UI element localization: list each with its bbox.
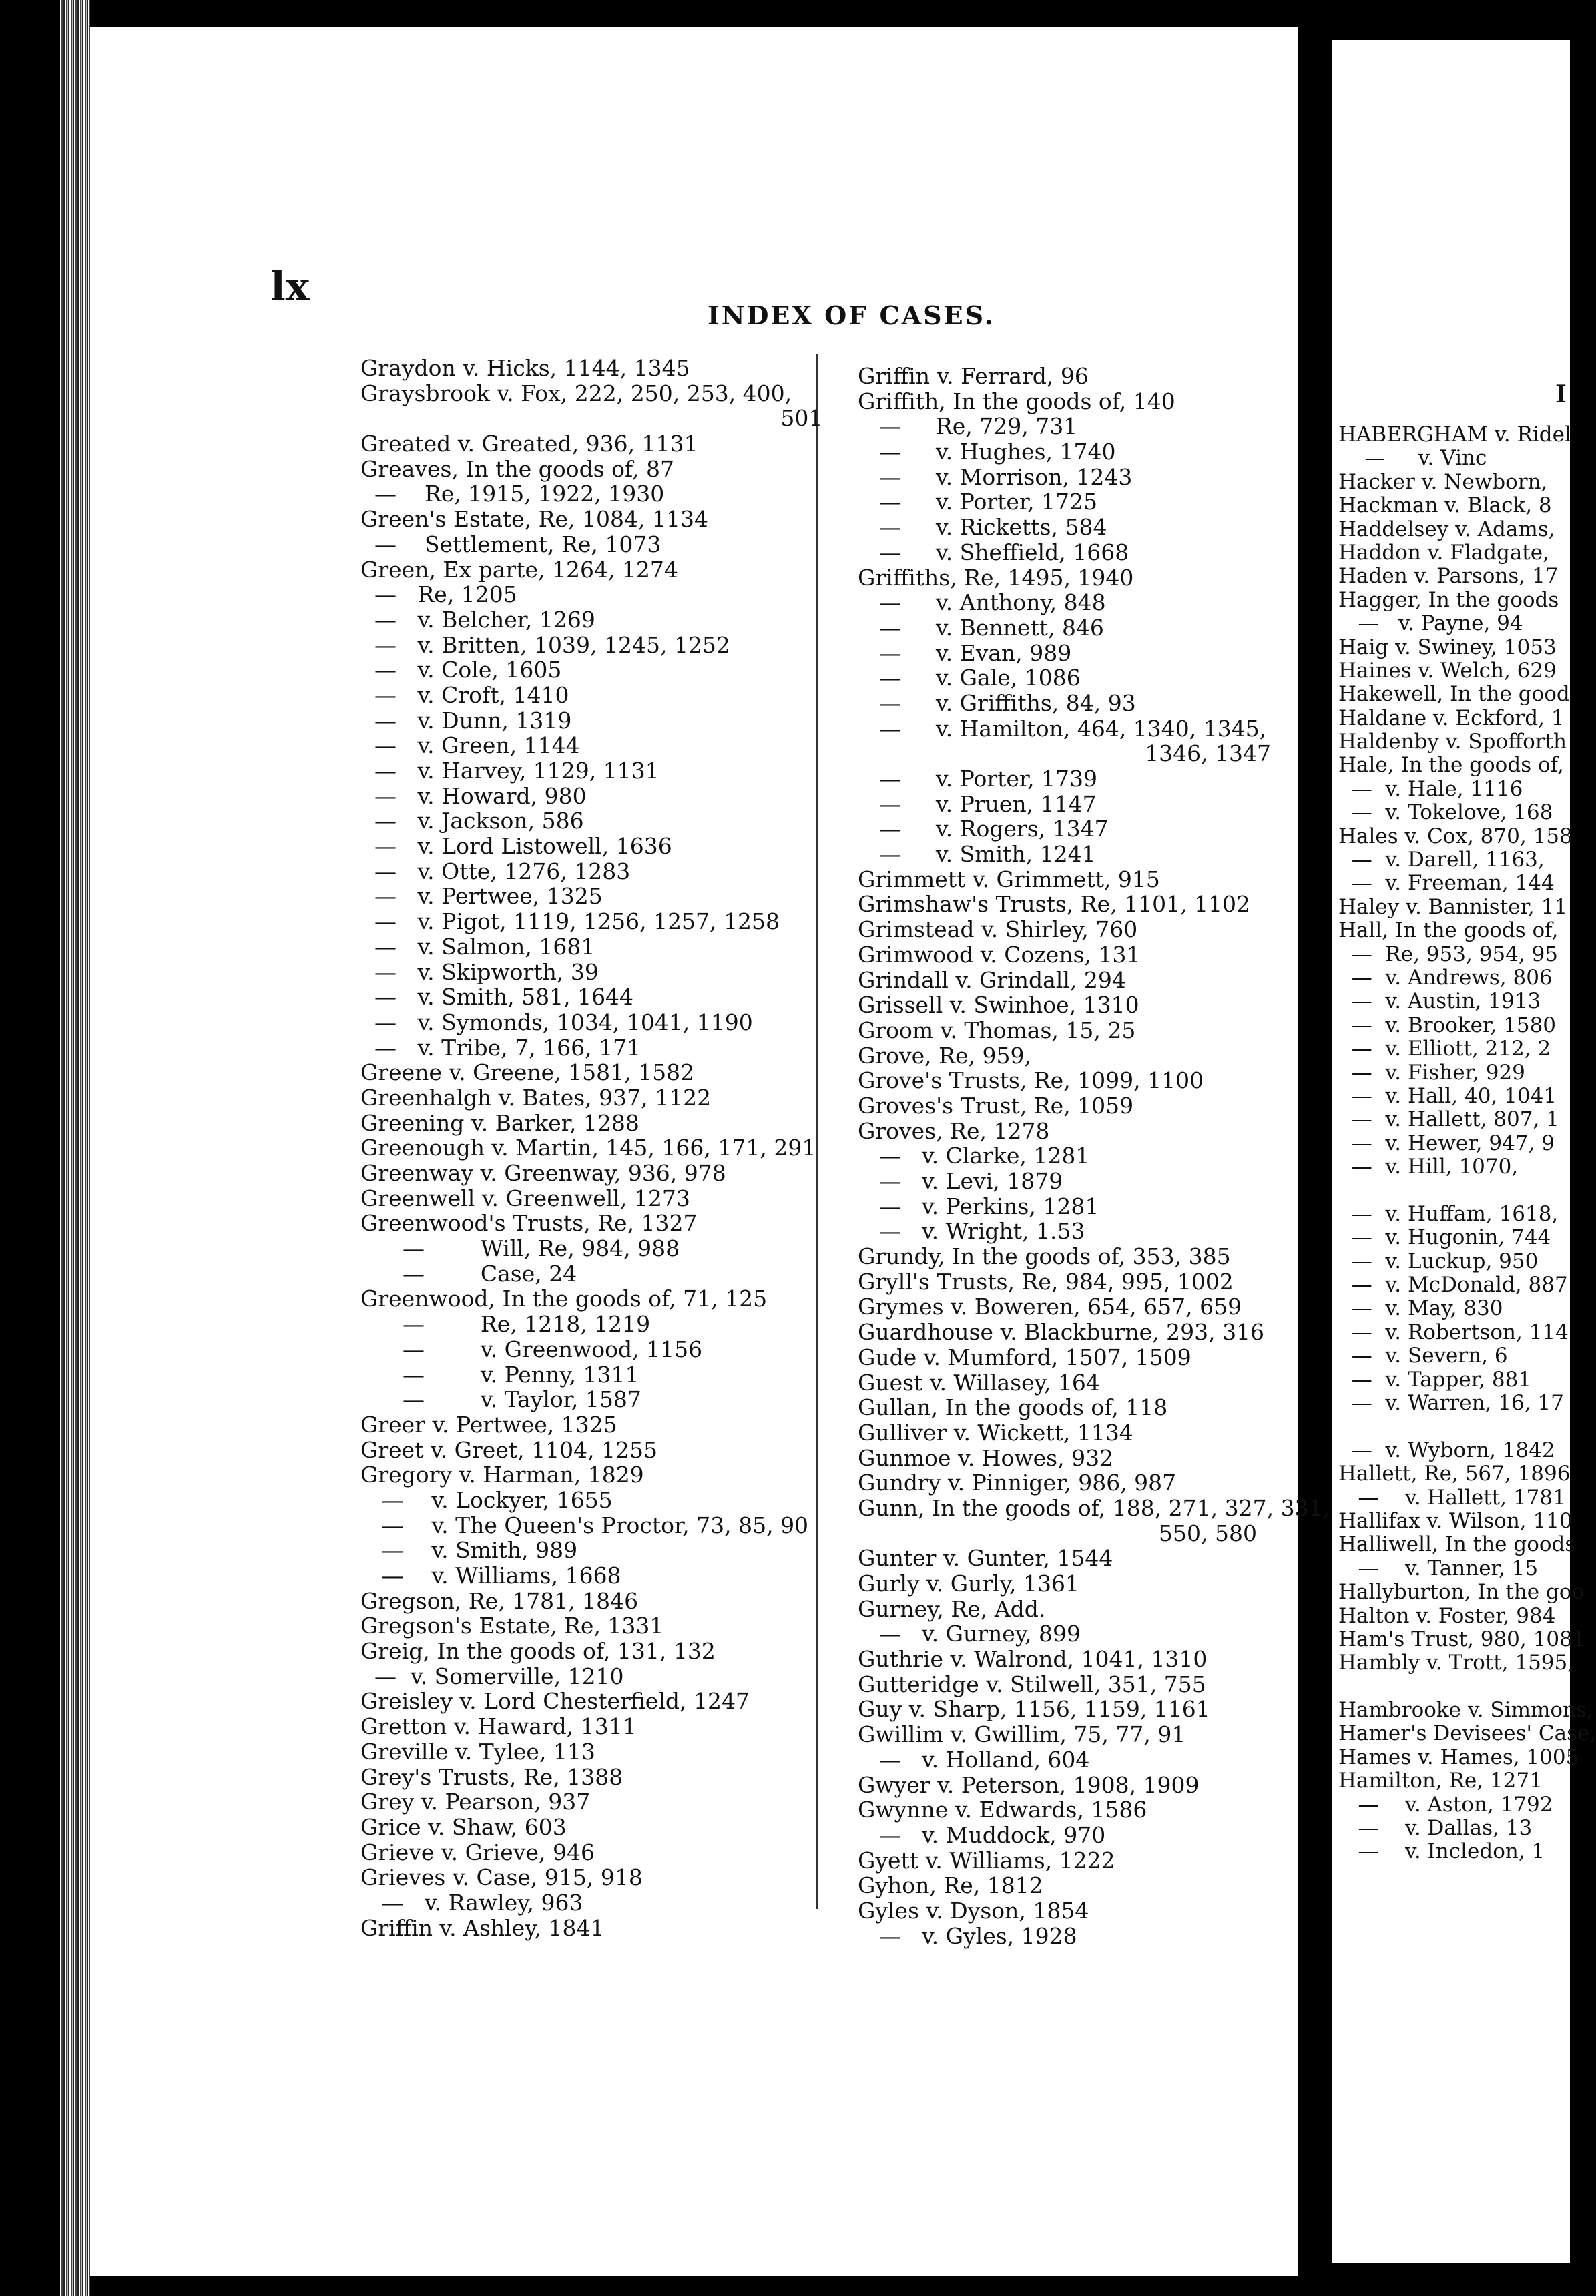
- index-entry: Griffin v. Ferrard, 96: [858, 363, 1089, 389]
- index-entry: Haden v. Parsons, 17: [1338, 564, 1559, 589]
- index-entry: Greenwell v. Greenwell, 1273: [360, 1185, 690, 1211]
- index-entry: — v. Smith, 1241: [858, 841, 1096, 868]
- index-entry: — v. Green, 1144: [360, 732, 580, 759]
- index-entry: — v. Austin, 1913: [1338, 989, 1541, 1014]
- index-entry: Hamilton, Re, 1271: [1338, 1769, 1543, 1793]
- index-entry: — v. Hallett, 807, 1: [1338, 1107, 1559, 1132]
- index-entry: Gulliver v. Wickett, 1134: [858, 1419, 1133, 1446]
- index-entry: Hames v. Hames, 1005: [1338, 1745, 1579, 1769]
- index-entry: Grissell v. Swinhoe, 1310: [858, 992, 1139, 1019]
- index-entry: — v. Elliott, 212, 2: [1338, 1037, 1551, 1061]
- index-entry: — v. Gyles, 1928: [858, 1922, 1077, 1949]
- index-entry: — v. Muddock, 970: [858, 1821, 1106, 1848]
- index-entry: — v. Skipworth, 39: [360, 958, 599, 985]
- index-entry: Haddon v. Fladgate,: [1338, 540, 1549, 565]
- index-entry: — v. Cole, 1605: [360, 657, 562, 683]
- index-entry: Guardhouse v. Blackburne, 293, 316: [858, 1319, 1265, 1346]
- index-entry: Gunter v. Gunter, 1544: [858, 1545, 1113, 1572]
- index-entry: Gurney, Re, Add.: [858, 1595, 1046, 1622]
- index-entry: — v. Morrison, 1243: [858, 463, 1133, 490]
- index-entry: Greet v. Greet, 1104, 1255: [360, 1436, 658, 1463]
- index-entry: — v. Wright, 1.53: [858, 1218, 1085, 1245]
- index-entry: Griffin v. Ashley, 1841: [360, 1914, 605, 1941]
- index-entry: 1346, 1347: [858, 740, 1272, 767]
- middle-index-column: [858, 364, 1330, 1948]
- page-number: lx: [270, 264, 310, 310]
- index-entry: Grimshaw's Trusts, Re, 1101, 1102: [858, 891, 1251, 918]
- index-entry: Halton v. Foster, 984: [1338, 1603, 1556, 1628]
- index-entry: — v. Sheffield, 1668: [858, 539, 1129, 565]
- index-entry: — Settlement, Re, 1073: [360, 531, 661, 557]
- index-entry: 550, 580: [858, 1520, 1258, 1546]
- index-entry: Gregson, Re, 1781, 1846: [360, 1587, 639, 1614]
- index-entry: Gunmoe v. Howes, 932: [858, 1444, 1114, 1471]
- index-entry: Groves's Trust, Re, 1059: [858, 1092, 1134, 1119]
- index-entry: Grymes v. Boweren, 654, 657, 659: [858, 1294, 1242, 1320]
- page-title: INDEX OF CASES.: [708, 300, 995, 330]
- index-entry: Guy v. Sharp, 1156, 1159, 1161: [858, 1696, 1210, 1723]
- index-entry: Greisley v. Lord Chesterfield, 1247: [360, 1688, 750, 1715]
- index-entry: Haldane v. Eckford, 1: [1338, 705, 1565, 730]
- index-entry: — v. Griffiths, 84, 93: [858, 689, 1136, 716]
- index-entry: — v. Anthony, 848: [858, 589, 1106, 616]
- index-entry: [1338, 1415, 1596, 1438]
- right-page-header: I: [1555, 380, 1567, 408]
- index-entry: — v. Holland, 604: [858, 1746, 1090, 1773]
- index-entry: — v. The Queen's Proctor, 73, 85, 90: [360, 1512, 809, 1538]
- index-entry: — v. Tanner, 15: [1338, 1556, 1539, 1581]
- index-entry: Greenwood, In the goods of, 71, 125: [360, 1285, 768, 1312]
- index-entry: Gryll's Trusts, Re, 984, 995, 1002: [858, 1268, 1234, 1295]
- index-entry: — v. Williams, 1668: [360, 1562, 621, 1589]
- index-entry: — v. Howard, 980: [360, 782, 587, 809]
- index-entry: — Re, 953, 954, 95: [1338, 942, 1559, 966]
- index-entry: — Will, Re, 984, 988: [360, 1235, 680, 1262]
- index-entry: Hallyburton, In the goo: [1338, 1580, 1585, 1605]
- index-entry: Grieve v. Grieve, 946: [360, 1839, 595, 1866]
- index-entry: — v. Taylor, 1587: [360, 1386, 641, 1413]
- index-entry: Grimstead v. Shirley, 760: [858, 916, 1138, 943]
- scan-left-margin: [0, 0, 60, 2296]
- index-entry: Grey v. Pearson, 937: [360, 1789, 591, 1815]
- index-entry: Green's Estate, Re, 1084, 1134: [360, 506, 708, 533]
- index-entry: — v. Porter, 1725: [858, 489, 1098, 515]
- index-entry: — v. Aston, 1792: [1338, 1792, 1553, 1817]
- index-entry: Hackman v. Black, 8: [1338, 493, 1552, 518]
- index-entry: Hacker v. Newborn,: [1338, 469, 1548, 494]
- index-entry: — v. Payne, 94: [1338, 611, 1523, 636]
- index-entry: HABERGHAM v. Ridel: [1338, 422, 1571, 447]
- index-entry: Gyhon, Re, 1812: [858, 1872, 1043, 1899]
- index-entry: — v. Freeman, 144: [1338, 871, 1555, 896]
- index-entry: Greenough v. Martin, 145, 166, 171, 291: [360, 1135, 816, 1161]
- index-entry: Halliwell, In the goods: [1338, 1532, 1576, 1557]
- index-entry: Grieves v. Case, 915, 918: [360, 1864, 643, 1891]
- index-entry: — v. Dallas, 13: [1338, 1816, 1533, 1841]
- index-entry: — v. Evan, 989: [858, 639, 1072, 666]
- index-entry: — v. Huffam, 1618,: [1338, 1201, 1559, 1226]
- book-page-edges: [60, 0, 90, 2296]
- index-entry: Gundry v. Pinniger, 986, 987: [858, 1470, 1177, 1496]
- index-entry: Gwynne v. Edwards, 1586: [858, 1797, 1147, 1823]
- index-entry: — v. Vinc: [1338, 446, 1487, 471]
- index-entry: — v. May, 830: [1338, 1296, 1503, 1321]
- index-entry: — v. Hugonin, 744: [1338, 1225, 1551, 1250]
- index-entry: — v. Symonds, 1034, 1041, 1190: [360, 1009, 753, 1035]
- index-entry: Gregson's Estate, Re, 1331: [360, 1613, 664, 1639]
- index-entry: Hakewell, In the good: [1338, 682, 1570, 707]
- index-entry: Hambrooke v. Simmons,: [1338, 1698, 1593, 1723]
- index-entry: Hales v. Cox, 870, 158: [1338, 824, 1573, 848]
- index-entry: — v. Gale, 1086: [858, 665, 1081, 691]
- index-entry: Haddelsey v. Adams,: [1338, 517, 1555, 541]
- index-entry: — v. Warren, 16, 17: [1338, 1391, 1564, 1416]
- index-entry: Grimwood v. Cozens, 131: [858, 941, 1141, 968]
- index-entry: — v. Luckup, 950: [1338, 1249, 1539, 1273]
- index-entry: Groves, Re, 1278: [858, 1117, 1050, 1144]
- index-entry: — v. Tribe, 7, 166, 171: [360, 1034, 641, 1061]
- index-entry: — v. Croft, 1410: [360, 681, 569, 708]
- index-entry: Greenhalgh v. Bates, 937, 1122: [360, 1084, 712, 1111]
- index-entry: Haldenby v. Spofforth: [1338, 730, 1567, 754]
- index-entry: — v. Smith, 581, 1644: [360, 984, 634, 1011]
- index-entry: — v. Hughes, 1740: [858, 439, 1116, 465]
- index-entry: — v. Lord Listowell, 1636: [360, 833, 672, 860]
- index-entry: — v. Porter, 1739: [858, 766, 1098, 792]
- index-entry: Gwyer v. Peterson, 1908, 1909: [858, 1771, 1200, 1798]
- index-entry: — v. Greenwood, 1156: [360, 1336, 703, 1362]
- index-entry: Graysbrook v. Fox, 222, 250, 253, 400,: [360, 380, 792, 406]
- index-entry: — v. Tokelove, 168: [1338, 800, 1553, 825]
- index-entry: Gyles v. Dyson, 1854: [858, 1897, 1089, 1924]
- index-entry: Greville v. Tylee, 113: [360, 1738, 595, 1765]
- index-entry: — v. Lockyer, 1655: [360, 1486, 613, 1513]
- index-entry: — v. Brooker, 1580: [1338, 1013, 1557, 1037]
- index-entry: — v. Dunn, 1319: [360, 707, 572, 734]
- index-entry: — v. Rogers, 1347: [858, 816, 1109, 842]
- index-entry: — v. Levi, 1879: [858, 1168, 1063, 1194]
- index-entry: — v. McDonald, 887: [1338, 1273, 1568, 1298]
- index-entry: Graydon v. Hicks, 1144, 1345: [360, 355, 690, 381]
- index-entry: Guest v. Willasey, 164: [858, 1369, 1100, 1396]
- right-page-partial: [1332, 40, 1596, 2263]
- index-entry: Grindall v. Grindall, 294: [858, 966, 1126, 993]
- index-entry: — v. Hallett, 1781: [1338, 1485, 1566, 1510]
- index-entry: Ham's Trust, 980, 1081: [1338, 1627, 1586, 1651]
- index-entry: Gregory v. Harman, 1829: [360, 1462, 644, 1488]
- index-entry: Grove's Trusts, Re, 1099, 1100: [858, 1067, 1204, 1094]
- index-entry: — v. Hill, 1070,: [1338, 1155, 1519, 1179]
- index-entry: — v. Darell, 1163,: [1338, 848, 1545, 872]
- index-entry: Hamer's Devisees' Case,: [1338, 1721, 1596, 1746]
- index-entry: Grimmett v. Grimmett, 915: [858, 866, 1160, 892]
- index-entry: Groom v. Thomas, 15, 25: [858, 1017, 1136, 1043]
- index-entry: Hall, In the goods of,: [1338, 918, 1559, 943]
- index-entry: Greenwood's Trusts, Re, 1327: [360, 1210, 698, 1237]
- index-entry: Greene v. Greene, 1581, 1582: [360, 1059, 695, 1086]
- index-entry: — Re, 1218, 1219: [360, 1311, 651, 1338]
- index-entry: — Re, 1205: [360, 581, 517, 608]
- index-entry: — v. Hall, 40, 1041: [1338, 1083, 1557, 1108]
- index-entry: Gurly v. Gurly, 1361: [858, 1570, 1079, 1597]
- index-entry: Hagger, In the goods: [1338, 587, 1559, 612]
- index-entry: Gyett v. Williams, 1222: [858, 1847, 1115, 1874]
- index-entry: Gude v. Mumford, 1507, 1509: [858, 1344, 1191, 1370]
- index-entry: — v. Tapper, 881: [1338, 1367, 1532, 1392]
- index-entry: — v. Ricketts, 584: [858, 514, 1107, 541]
- index-entry: — v. Jackson, 586: [360, 808, 584, 834]
- index-entry: Greenway v. Greenway, 936, 978: [360, 1160, 726, 1186]
- index-entry: Haley v. Bannister, 11: [1338, 894, 1568, 919]
- index-entry: — v. Andrews, 806: [1338, 965, 1553, 990]
- right-index-column: [1338, 423, 1596, 1864]
- index-entry: — v. Britten, 1039, 1245, 1252: [360, 631, 730, 658]
- left-index-column: [360, 356, 822, 1940]
- index-entry: — v. Pruen, 1147: [858, 790, 1097, 817]
- index-entry: Greated v. Greated, 936, 1131: [360, 431, 698, 457]
- index-entry: — v. Penny, 1311: [360, 1361, 639, 1388]
- index-entry: Hallifax v. Wilson, 110: [1338, 1508, 1573, 1533]
- index-entry: Hale, In the goods of,: [1338, 753, 1564, 778]
- index-entry: — Case, 24: [360, 1260, 577, 1287]
- index-entry: Haig v. Swiney, 1053: [1338, 635, 1557, 659]
- index-entry: — v. Gurney, 899: [858, 1621, 1081, 1647]
- index-entry: — v. Hamilton, 464, 1340, 1345,: [858, 715, 1267, 742]
- index-entry: Grey's Trusts, Re, 1388: [360, 1763, 623, 1790]
- index-entry: — v. Pigot, 1119, 1256, 1257, 1258: [360, 908, 780, 935]
- index-entry: [1338, 1675, 1596, 1699]
- index-entry: Gretton v. Haward, 1311: [360, 1713, 637, 1740]
- index-entry: Greaves, In the goods of, 87: [360, 455, 675, 482]
- index-entry: — v. Bennett, 846: [858, 614, 1104, 641]
- index-entry: Gullan, In the goods of, 118: [858, 1394, 1168, 1421]
- index-entry: Hallett, Re, 567, 1896: [1338, 1462, 1571, 1486]
- index-entry: Griffith, In the goods of, 140: [858, 388, 1175, 414]
- index-entry: — v. Robertson, 114: [1338, 1320, 1569, 1344]
- index-entry: Griffiths, Re, 1495, 1940: [858, 564, 1134, 591]
- index-entry: Gwillim v. Gwillim, 75, 77, 91: [858, 1721, 1186, 1748]
- index-entry: — v. Smith, 989: [360, 1537, 578, 1564]
- index-entry: Green, Ex parte, 1264, 1274: [360, 556, 678, 583]
- index-entry: [1338, 1179, 1596, 1203]
- index-entry: Greer v. Pertwee, 1325: [360, 1411, 617, 1438]
- index-entry: — Re, 1915, 1922, 1930: [360, 481, 665, 507]
- index-entry: — v. Salmon, 1681: [360, 933, 595, 960]
- index-entry: — v. Otte, 1276, 1283: [360, 858, 631, 884]
- index-entry: Gunn, In the goods of, 188, 271, 327, 331,: [858, 1494, 1330, 1521]
- index-entry: — Re, 729, 731: [858, 413, 1078, 440]
- index-entry: — v. Somerville, 1210: [360, 1663, 624, 1689]
- index-entry: — v. Severn, 6: [1338, 1344, 1508, 1368]
- index-entry: Greig, In the goods of, 131, 132: [360, 1638, 716, 1665]
- index-entry: Grundy, In the goods of, 353, 385: [858, 1243, 1231, 1270]
- index-entry: — v. Wyborn, 1842: [1338, 1438, 1555, 1462]
- index-entry: — v. Belcher, 1269: [360, 606, 595, 633]
- index-entry: — v. Clarke, 1281: [858, 1143, 1090, 1169]
- index-entry: Greening v. Barker, 1288: [360, 1109, 639, 1136]
- index-entry: — v. Fisher, 929: [1338, 1060, 1525, 1085]
- index-entry: — v. Incledon, 1: [1338, 1839, 1545, 1864]
- index-entry: Haines v. Welch, 629: [1338, 658, 1557, 683]
- index-entry: — v. Hewer, 947, 9: [1338, 1131, 1555, 1155]
- index-entry: Grice v. Shaw, 603: [360, 1813, 567, 1840]
- index-entry: — v. Rawley, 963: [360, 1889, 583, 1916]
- index-entry: — v. Perkins, 1281: [858, 1193, 1099, 1219]
- index-entry: — v. Pertwee, 1325: [360, 883, 603, 910]
- index-entry: Guthrie v. Walrond, 1041, 1310: [858, 1646, 1208, 1673]
- index-entry: Hambly v. Trott, 1595,: [1338, 1651, 1575, 1675]
- index-entry: Grove, Re, 959,: [858, 1042, 1031, 1069]
- index-entry: Gutteridge v. Stilwell, 351, 755: [858, 1671, 1206, 1697]
- index-entry: — v. Harvey, 1129, 1131: [360, 758, 659, 784]
- index-entry: 501: [360, 405, 823, 432]
- index-entry: — v. Hale, 1116: [1338, 776, 1523, 801]
